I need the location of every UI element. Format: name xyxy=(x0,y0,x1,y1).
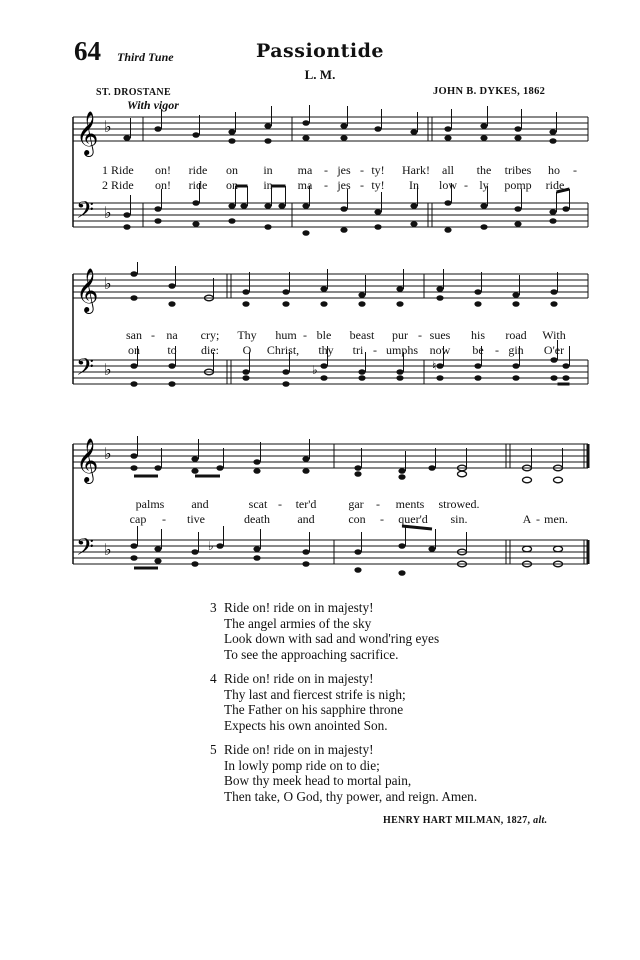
lyric: die: xyxy=(201,343,219,357)
treble-notes-1 xyxy=(123,120,556,144)
verse-5 xyxy=(210,742,477,804)
verse-line: Expects his own anointed Son. xyxy=(224,717,388,733)
flat-icon: ♭ xyxy=(104,117,112,136)
verse-line: The Father on his sapphire throne xyxy=(224,702,404,717)
lyric: thy xyxy=(318,343,334,357)
lyric: ma xyxy=(297,178,313,192)
lyric: tribes xyxy=(504,163,532,177)
lyric: beast xyxy=(349,328,375,342)
lyric: ter'd xyxy=(295,497,317,511)
lyric: on! xyxy=(155,163,171,177)
verse-number: 4 xyxy=(210,671,217,686)
lyric: be xyxy=(472,343,484,357)
lyric: and xyxy=(191,497,209,511)
lyric: hum xyxy=(275,328,297,342)
lyric: all xyxy=(442,163,454,177)
alteration-note: alt. xyxy=(533,815,548,826)
lyric: on xyxy=(226,178,238,192)
lyric: gin xyxy=(508,343,524,357)
verse-line: Ride on! ride on in majesty! xyxy=(224,671,374,686)
bass-notes-1 xyxy=(123,200,569,236)
bass-stems-3 xyxy=(134,526,467,568)
bass-staff-2 xyxy=(73,360,588,384)
verse-list xyxy=(210,600,477,813)
lyric: tri xyxy=(352,343,364,357)
lyric: pur xyxy=(392,328,408,342)
lyric: ma xyxy=(297,163,313,177)
lyric: - xyxy=(418,328,422,342)
lyric: ride xyxy=(188,163,208,177)
flat-icon: ♭ xyxy=(312,363,318,377)
lyric: A xyxy=(522,512,532,526)
lyric: - xyxy=(464,178,468,192)
lyric: low xyxy=(439,178,457,192)
lyric: ly xyxy=(479,178,489,192)
lyric: jes xyxy=(337,178,351,192)
lyric: palms xyxy=(135,497,165,511)
section-title: Passiontide xyxy=(255,40,385,62)
lyric: in xyxy=(263,178,273,192)
meter: L. M. xyxy=(304,67,336,82)
treble-notes-3 xyxy=(130,453,435,480)
bass-clef-icon: 𝄢 xyxy=(76,353,95,386)
tempo-marking: With vigor xyxy=(127,98,179,112)
lyric: cry; xyxy=(200,328,220,342)
lyric: ride xyxy=(545,178,565,192)
lyric: - xyxy=(380,512,384,526)
verse-line: Bow thy meek head to mortal pain, xyxy=(224,773,412,788)
verse-3 xyxy=(210,600,477,662)
treble-staff-2 xyxy=(73,274,588,298)
lyric: ty! xyxy=(371,163,385,177)
verse-line: In lowly pomp ride on to die; xyxy=(224,757,380,773)
lyric: scat xyxy=(248,497,268,511)
lyric: - xyxy=(573,163,577,177)
flat-icon: ♭ xyxy=(104,540,112,559)
music-system-1 xyxy=(0,105,640,245)
lyric: ride xyxy=(188,178,208,192)
author-name: HENRY HART MILMAN, 1827, xyxy=(383,815,531,826)
lyric: O xyxy=(242,343,252,357)
lyric: to xyxy=(167,343,177,357)
hymn-number: 64 xyxy=(74,36,101,66)
verse-line: The angel armies of the sky xyxy=(224,615,372,631)
lyric: sin. xyxy=(450,512,468,526)
tune-name: ST. DROSTANE xyxy=(96,87,171,98)
lyric: cap xyxy=(129,512,147,526)
lyric: the xyxy=(476,163,492,177)
treble-clef-icon: 𝄞 xyxy=(76,268,99,312)
music-system-3 xyxy=(0,432,640,577)
lyric: Thy xyxy=(237,328,257,342)
composer: JOHN B. DYKES, 1862 xyxy=(433,86,546,97)
verse-line: Ride on! ride on in majesty! xyxy=(224,600,374,615)
lyric: - xyxy=(278,497,282,511)
lyric: Hark! xyxy=(402,163,430,177)
lyric: quer'd xyxy=(398,512,428,526)
verse-line: Look down with sad and wond'ring eyes xyxy=(224,631,440,646)
lyric: jes xyxy=(337,163,351,177)
treble-staff-1 xyxy=(73,117,588,141)
lyric: With xyxy=(542,328,566,342)
treble-staff-3 xyxy=(73,444,588,468)
lyric: In xyxy=(409,178,419,192)
author-attribution xyxy=(383,815,547,826)
lyric: on xyxy=(226,163,238,177)
lyric: now xyxy=(429,343,451,357)
verse-number: 3 xyxy=(210,600,217,615)
lyric: ments xyxy=(395,497,425,511)
lyric: Christ, xyxy=(266,343,300,357)
flat-icon: ♭ xyxy=(208,539,214,553)
bass-clef-icon: 𝄢 xyxy=(76,196,95,229)
lyric: - xyxy=(360,178,364,192)
lyric: pomp xyxy=(504,178,532,192)
lyric: - xyxy=(303,328,307,342)
lyric: O'er xyxy=(543,343,565,357)
lyric: - xyxy=(360,163,364,177)
lyric: - xyxy=(495,343,499,357)
verse-line: To see the approaching sacrifice. xyxy=(224,646,399,662)
treble-clef-icon: 𝄞 xyxy=(76,438,99,482)
natural-icon: ♮ xyxy=(432,359,437,373)
lyric: ty! xyxy=(371,178,385,192)
bass-notes-3 xyxy=(130,543,435,576)
lyric: on! xyxy=(155,178,171,192)
lyric: on xyxy=(128,343,140,357)
lyric: san xyxy=(126,328,142,342)
flat-icon: ♭ xyxy=(104,360,112,379)
verse-number: 5 xyxy=(210,742,217,757)
flat-icon: ♭ xyxy=(104,274,112,293)
lyric: - xyxy=(536,512,540,526)
lyric: road xyxy=(505,328,527,342)
lyric: in xyxy=(263,163,273,177)
verse-4 xyxy=(210,671,477,733)
verse-line: Thy last and fiercest strife is nigh; xyxy=(224,686,406,702)
lyric: gar xyxy=(348,497,364,511)
treble-clef-icon: 𝄞 xyxy=(76,111,99,155)
lyric: and xyxy=(297,512,315,526)
lyric: - xyxy=(324,163,328,177)
lyric: na xyxy=(166,328,178,342)
lyric: 2 Ride xyxy=(102,178,134,192)
bass-clef-icon: 𝄢 xyxy=(76,533,95,566)
lyric: ble xyxy=(316,328,332,342)
lyric: ho xyxy=(548,163,560,177)
flat-icon: ♭ xyxy=(104,203,112,222)
treble-notes-2 xyxy=(130,271,557,307)
lyric: tive xyxy=(187,512,205,526)
lyric: strowed. xyxy=(438,497,480,511)
lyric: his xyxy=(470,328,486,342)
lyric: death xyxy=(244,512,270,526)
lyric: umphs xyxy=(385,343,419,357)
bass-staff-3 xyxy=(73,540,588,564)
flat-icon: ♭ xyxy=(104,444,112,463)
lyric: con xyxy=(348,512,366,526)
lyric: - xyxy=(151,328,155,342)
lyric: - xyxy=(324,178,328,192)
bass-staff-1 xyxy=(73,203,588,227)
lyric: sues xyxy=(429,328,451,342)
tune-label: Third Tune xyxy=(117,50,174,64)
lyric: 1 Ride xyxy=(102,163,134,177)
verse-line: Ride on! ride on in majesty! xyxy=(224,742,374,757)
lyric: - xyxy=(162,512,166,526)
lyric: men. xyxy=(544,512,568,526)
lyric: - xyxy=(373,343,377,357)
lyric: - xyxy=(376,497,380,511)
verse-line: Then take, O God, thy power, and reign. Amen. xyxy=(224,788,478,804)
